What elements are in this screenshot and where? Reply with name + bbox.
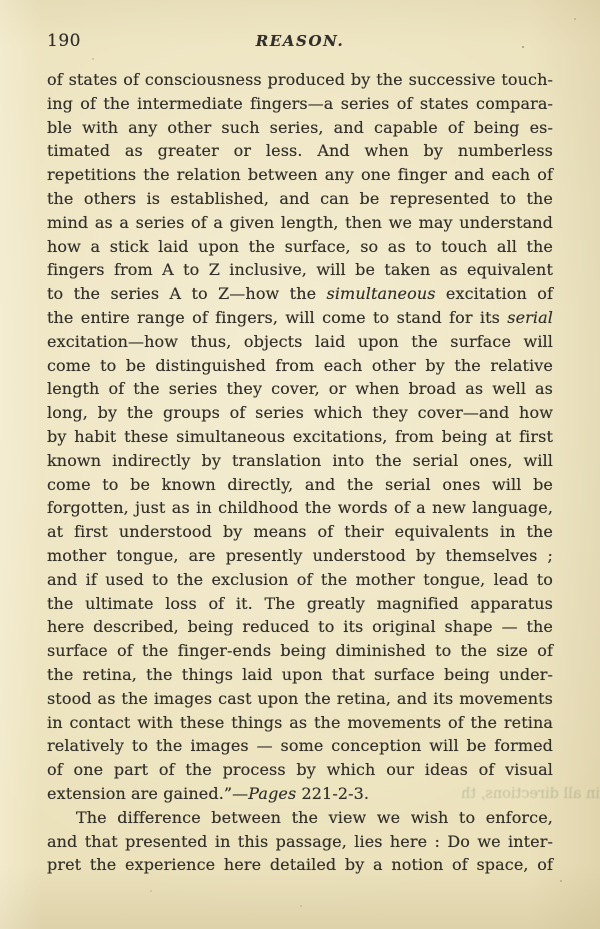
text-line: extension are gained.”—Pages 221-2-3.: [47, 783, 370, 803]
text-block: [47, 68, 553, 877]
text-line: pret the experience here detailed by a notion of space, of: [47, 855, 553, 875]
text-line: The difference between the view we wish to enforce,: [76, 807, 553, 827]
text-line: long, by the groups of series which they cover—and how: [47, 403, 553, 423]
text-line: come to be known directly, and the serial ones will be: [47, 474, 553, 494]
text-line: ble with any other such series, and capable of being es-: [47, 117, 553, 137]
text-line: the ultimate loss of it. The greatly magnified apparatus: [47, 593, 553, 613]
text-line: to the series A to Z—how the simultaneous excitation of: [47, 284, 553, 304]
text-line: of states of consciousness produced by the successive touch-: [47, 70, 553, 89]
text-line: the retina, the things laid upon that surface being under-: [47, 664, 553, 684]
paragraph: [47, 806, 553, 877]
text-line: mind as a series of a given length, then we may understand: [47, 212, 553, 232]
text-line: and if used to the exclusion of the mother tongue, lead to: [47, 569, 553, 589]
text-line: of one part of the process by which our ideas of visual: [47, 760, 553, 780]
text-line: forgotten, just as in childhood the words of a new language,: [47, 498, 553, 518]
text-line: excitation—how thus, objects laid upon the surface will: [47, 331, 553, 351]
text-line: in contact with these things as the movements of the retina: [47, 712, 553, 732]
text-line: the entire range of fingers, will come to stand for its serial: [47, 307, 553, 327]
text-line: stood as the images cast upon the retina, and its movements: [47, 688, 553, 708]
running-head: REASON.: [255, 32, 345, 50]
text-line: mother tongue, are presently understood by themselves ;: [47, 545, 553, 565]
text-line: the others is established, and can be represented to the: [47, 188, 553, 208]
paragraph: [47, 68, 553, 806]
text-line: here described, being reduced to its original shape — the: [47, 617, 553, 637]
page-number: 190: [47, 31, 81, 51]
text-line: repetitions the relation between any one finger and each of: [47, 165, 553, 185]
text-line: surface of the finger-ends being diminished to the size of: [47, 641, 553, 661]
text-line: length of the series they cover, or when broad as well as: [47, 379, 553, 399]
text-line: timated as greater or less. And when by numberless: [47, 141, 553, 161]
text-line: how a stick laid upon the surface, so as to touch all the: [47, 236, 553, 256]
paper-specks: [0, 0, 2, 2]
text-line: fingers from A to Z inclusive, will be taken as equivalent: [47, 260, 553, 280]
text-line: relatively to the images — some conception will be formed: [47, 736, 553, 756]
text-line: come to be distinguished from each other by the relative: [47, 355, 553, 375]
text-line: known indirectly by translation into the serial ones, will: [47, 450, 553, 470]
text-line: at first understood by means of their equivalents in the: [47, 522, 553, 542]
text-line: by habit these simultaneous excitations, from being at first: [47, 426, 553, 446]
text-line: and that presented in this passage, lies here : Do we inter-: [47, 831, 553, 851]
page-header: [47, 31, 553, 55]
show-through-text: in all directions, th: [460, 786, 600, 802]
text-line: ing of the intermediate fingers—a series of states compara-: [47, 93, 553, 113]
